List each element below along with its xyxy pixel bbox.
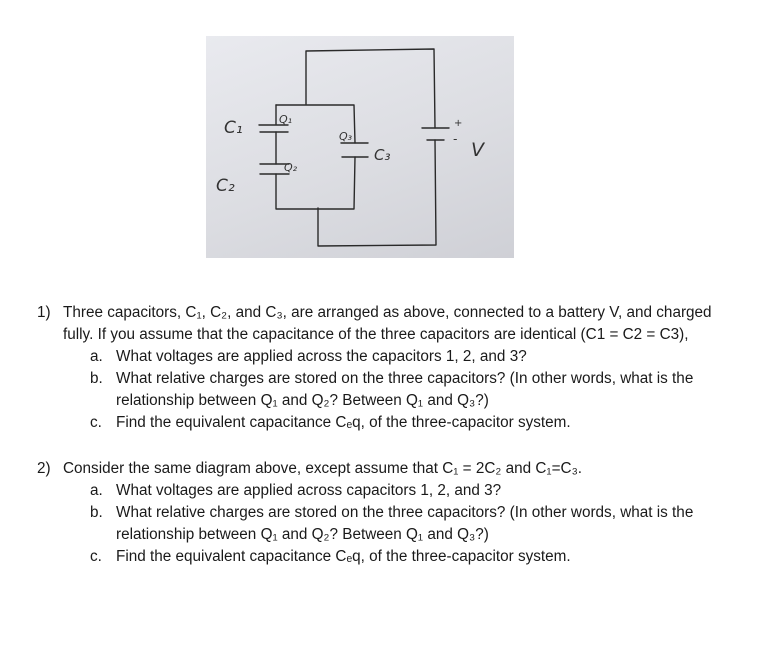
label-c3: C₃ <box>374 146 391 164</box>
part-letter: a. <box>90 482 103 499</box>
label-battery-v: V <box>471 139 484 161</box>
question-2-part-a <box>90 480 737 502</box>
part-text: What relative charges are stored on the three capacitors? (In other words, what is the relationship between Q₁ and Q₂? Between Q₁ and Q₃?) <box>116 504 694 543</box>
question-2-part-c <box>90 546 737 568</box>
label-plus: + <box>454 118 463 129</box>
part-text: Find the equivalent capacitance Cₑq, of the three-capacitor system. <box>116 414 571 431</box>
question-1-text: Three capacitors, C₁, C₂, and C₃, are arranged as above, connected to a battery V, and charged fully. If you assume that the capacitance of the three capacitors are identical (C1 = C2 = C3), <box>63 304 712 343</box>
label-c1: C₁ <box>224 118 243 138</box>
part-letter: c. <box>90 414 102 431</box>
question-1-number: 1) <box>37 304 51 321</box>
part-text: What voltages are applied across capacitors 1, 2, and 3? <box>116 482 502 499</box>
question-2-part-b <box>90 502 737 546</box>
spacer <box>37 434 737 458</box>
circuit-diagram <box>206 36 514 258</box>
part-letter: b. <box>90 504 103 521</box>
question-2 <box>37 458 737 480</box>
question-2-number: 2) <box>37 460 51 477</box>
label-q3: Q₃ <box>339 130 353 143</box>
question-1-part-a <box>90 346 737 368</box>
part-text: Find the equivalent capacitance Cₑq, of the three-capacitor system. <box>116 548 571 565</box>
label-q2: Q₂ <box>284 161 298 174</box>
circuit-diagram-photo <box>206 36 514 258</box>
question-1-part-c <box>90 412 737 434</box>
question-2-text: Consider the same diagram above, except assume that C₁ = 2C₂ and C₁=C₃. <box>63 460 583 477</box>
label-minus: - <box>453 132 458 146</box>
question-1-part-b <box>90 368 737 412</box>
part-letter: c. <box>90 548 102 565</box>
part-letter: a. <box>90 348 103 365</box>
problem-set <box>37 302 737 568</box>
label-c2: C₂ <box>216 176 235 196</box>
question-1 <box>37 302 737 346</box>
part-text: What voltages are applied across the capacitors 1, 2, and 3? <box>116 348 527 365</box>
part-text: What relative charges are stored on the three capacitors? (In other words, what is the relationship between Q₁ and Q₂? Between Q₁ and Q₃?) <box>116 370 694 409</box>
wire-top-loop <box>306 49 435 128</box>
part-letter: b. <box>90 370 103 387</box>
label-q1: Q₁ <box>279 113 293 126</box>
